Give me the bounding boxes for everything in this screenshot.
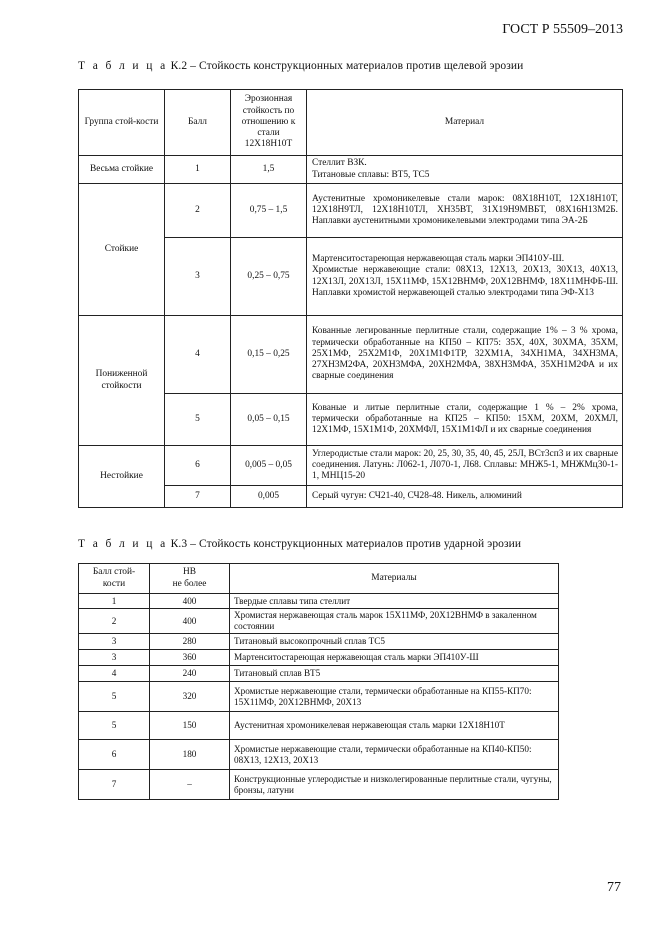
material-cell: Кованые и литые перлитные стали, содержащие 1 % – 2% хрома, термически обработанные на КП25 – КП50: 15ХМ, 20ХМ, 20ХМЛ, 12Х1МФ, 15Х1М1Ф, 20ХМФЛ, 15Х1М1ФЛ и их сварные соединения [307,394,623,446]
table2-header-score: Балл [165,90,231,156]
score-cell: 4 [79,666,150,682]
score-cell: 3 [165,238,231,316]
material-cell: Аустенитная хромоникелевая нержавеющая сталь марки 12Х18Н10Т [230,712,559,740]
table-row [79,634,559,650]
table3-header-materials: Материалы [230,564,559,594]
table-row [79,156,623,184]
table3-header-score: Балл стой-кости [79,564,150,594]
material-cell: Хромистая нержавеющая сталь марок 15Х11МФ, 20Х12ВНМФ в закаленном состоянии [230,609,559,634]
table3-header-hb: НВ не более [150,564,230,594]
resistance-cell: 0,15 – 0,25 [231,316,307,394]
table-row [79,184,623,238]
table2-header-group: Группа стой-кости [79,90,165,156]
table-row [79,682,559,712]
score-cell: 7 [79,770,150,800]
standard-header: ГОСТ Р 55509–2013 [502,22,623,37]
score-cell: 3 [79,650,150,666]
resistance-cell: 0,75 – 1,5 [231,184,307,238]
table3-header-row [79,564,559,594]
table-row [79,712,559,740]
material-cell: Аустенитные хромоникелевые стали марок: 08Х18Н10Т, 12Х18Н10Т, 12Х18Н9ТЛ, 12Х18Н10ТЛ, ХН35ВТ, 31Х19Н9МВБТ, 08Х16Н13М2Б. Наплавки аустенитными хромоникелевыми электродами типа ЭА-2Б [307,184,623,238]
erosion-table-k2 [78,89,623,508]
table-row [79,316,623,394]
hb-cell: – [150,770,230,800]
group-cell: Пониженной стойкости [79,316,165,446]
group-cell: Стойкие [79,184,165,316]
hb-cell: 360 [150,650,230,666]
hb-cell: 240 [150,666,230,682]
resistance-cell: 0,005 [231,486,307,508]
hb-cell: 150 [150,712,230,740]
table2-caption-prefix: Т а б л и ц а [78,60,168,72]
group-cell: Весьма стойкие [79,156,165,184]
score-cell: 3 [79,634,150,650]
table2-caption-text: К.2 – Стойкость конструкционных материалов против щелевой эрозии [170,60,524,72]
material-cell: Хромистые нержавеющие стали, термически обработанные на КП40-КП50: 08Х13, 12Х13, 20Х13 [230,740,559,770]
score-cell: 5 [79,682,150,712]
resistance-cell: 1,5 [231,156,307,184]
score-cell: 1 [79,594,150,609]
score-cell: 7 [165,486,231,508]
material-cell: Конструкционные углеродистые и низколегированные перлитные стали, чугуны, бронзы, латуни [230,770,559,800]
score-cell: 4 [165,316,231,394]
material-cell: Серый чугун: СЧ21-40, СЧ28-48. Никель, алюминий [307,486,623,508]
table2-header-material: Материал [307,90,623,156]
table-row [79,594,559,609]
score-cell: 1 [165,156,231,184]
score-cell: 5 [165,394,231,446]
hb-cell: 400 [150,594,230,609]
table3-caption [78,538,521,550]
material-cell: Хромистые нержавеющие стали, термически обработанные на КП55-КП70: 15Х11МФ, 20Х12ВНМФ, 20Х13 [230,682,559,712]
hb-cell: 280 [150,634,230,650]
hb-cell: 400 [150,609,230,634]
material-cell: Твердые сплавы типа стеллит [230,594,559,609]
score-cell: 2 [79,609,150,634]
table3-caption-text: К.3 – Стойкость конструкционных материалов против ударной эрозии [170,538,522,550]
resistance-cell: 0,05 – 0,15 [231,394,307,446]
table3-caption-prefix: Т а б л и ц а [78,538,168,550]
table2-header-resistance: Эрозионная стойкость по отношению к стали 12Х18Н10Т [231,90,307,156]
table-row [79,650,559,666]
table2-caption [78,60,523,72]
material-cell: Углеродистые стали марок: 20, 25, 30, 35, 40, 45, 25Л, ВСт3сп3 и их сварные соединения. Латунь: Л062-1, Л070-1, Л68. Сплавы: МНЖ5-1, МНЖМц30-1-1, МНЦ15-20 [307,446,623,486]
table-row [79,740,559,770]
score-cell: 6 [79,740,150,770]
table-row [79,446,623,486]
material-cell: Титановый высокопрочный сплав ТС5 [230,634,559,650]
material-cell: Кованные легированные перлитные стали, содержащие 1% – 3 % хрома, термически обработанные на КП50 – КП75: 35Х, 40Х, 30ХМА, 35ХМ, 25Х1МФ, 25Х2М1Ф, 20Х1М1Ф1ТР, 32ХМ1А, 34ХН1МА, 34ХН3МА, 27ХН3М2ФА, 20ХН3МФА, 20ХН2МФА, 38ХН3МФА, 35ХН1М2ФА и их сварные соединения [307,316,623,394]
table-row [79,609,559,634]
material-cell: Титановый сплав ВТ5 [230,666,559,682]
group-cell: Нестойкие [79,446,165,508]
page-number: 77 [607,880,621,895]
table-row [79,770,559,800]
material-cell: Мартенситостареющая нержавеющая сталь марки ЭП410У-Ш. Хромистые нержавеющие стали: 08Х13, 12Х13, 20Х13, 30Х13, 40Х13, 12Х13Л, 20Х13Л, 15Х11МФ, 15Х12ВНМФ, 20Х12ВНМФ, 18Х11МНФБ-Ш. Наплавки хромистой нержавеющей сталью электродами типа ЭФ-Х13 [307,238,623,316]
score-cell: 5 [79,712,150,740]
material-cell: Стеллит ВЗК. Титановые сплавы: ВТ5, ТС5 [307,156,623,184]
score-cell: 6 [165,446,231,486]
erosion-table-k3 [78,563,559,800]
resistance-cell: 0,005 – 0,05 [231,446,307,486]
score-cell: 2 [165,184,231,238]
table2-header-row [79,90,623,156]
hb-cell: 180 [150,740,230,770]
material-cell: Мартенситостареющая нержавеющая сталь марки ЭП410У-Ш [230,650,559,666]
hb-cell: 320 [150,682,230,712]
resistance-cell: 0,25 – 0,75 [231,238,307,316]
table-row [79,666,559,682]
